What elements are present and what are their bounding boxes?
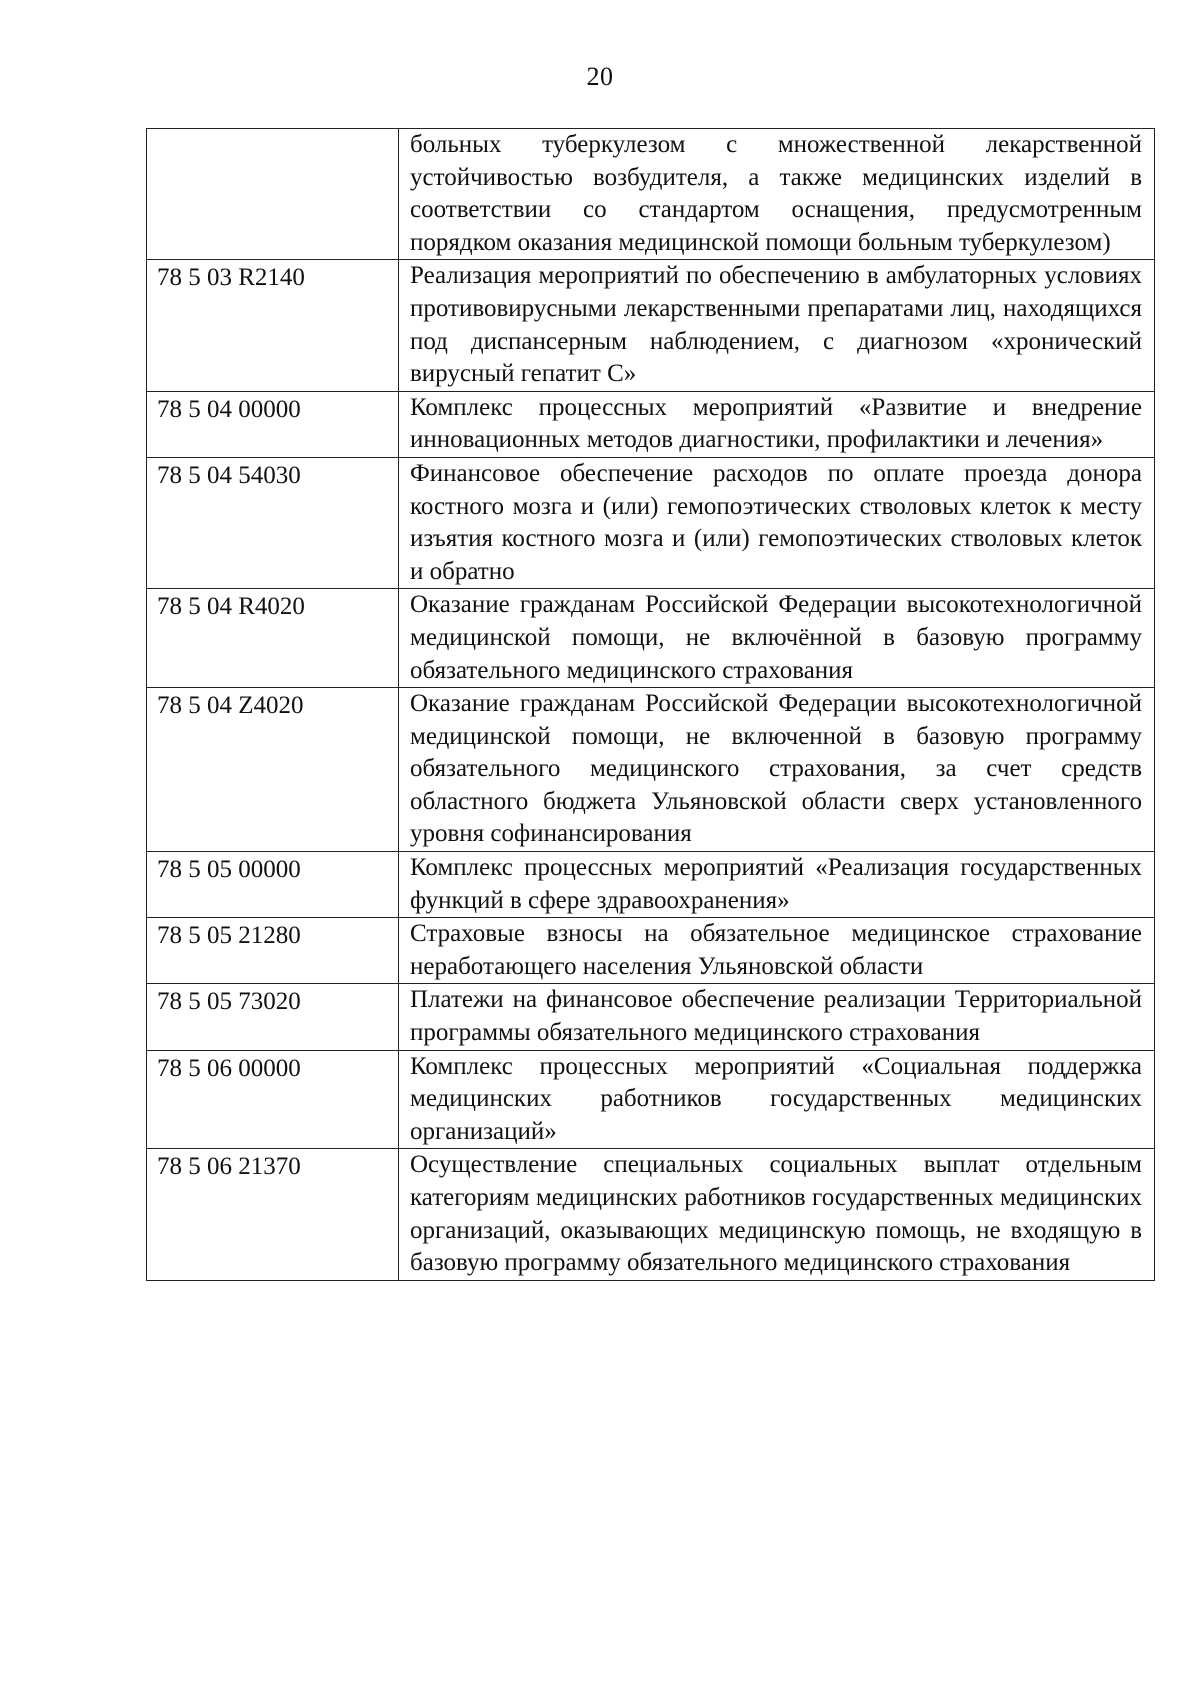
table-row [147,260,1155,391]
code-cell: 78 5 05 73020 [147,984,399,1050]
table-row [147,1149,1155,1280]
table-row [147,918,1155,984]
table-row [147,1050,1155,1149]
code-cell [147,129,399,260]
description-cell: Страховые взносы на обязательное медицинское страхование неработающего населения Ульяновской области [399,918,1155,984]
description-cell: Оказание гражданам Российской Федерации высокотехнологичной медицинской помощи, не включённой в базовую программу обязательного медицинского страхования [399,589,1155,688]
description-cell: больных туберкулезом с множественной лекарственной устойчивостью возбудителя, а также медицинских изделий в соответствии со стандартом оснащения, предусмотренным порядком оказания медицинской помощи больным туберкулезом) [399,129,1155,260]
page-number: 20 [586,62,614,91]
table-row [147,457,1155,588]
description-cell: Осуществление специальных социальных выплат отдельным категориям медицинских работников государственных медицинских организаций, оказывающих медицинскую помощь, не входящую в базовую программу обязательного медицинского страхования [399,1149,1155,1280]
description-cell: Платежи на финансовое обеспечение реализации Территориальной программы обязательного медицинского страхования [399,984,1155,1050]
budget-classification-table [146,128,1155,1281]
description-cell: Реализация мероприятий по обеспечению в амбулаторных условиях противовирусными лекарственными препаратами лиц, находящихся под диспансерным наблюдением, с диагнозом «хронический вирусный гепатит С» [399,260,1155,391]
description-cell: Комплекс процессных мероприятий «Социальная поддержка медицинских работников государственных медицинских организаций» [399,1050,1155,1149]
code-cell: 78 5 04 Z4020 [147,688,399,852]
table-row [147,688,1155,852]
table-row [147,984,1155,1050]
description-cell: Комплекс процессных мероприятий «Развитие и внедрение инновационных методов диагностики, профилактики и лечения» [399,391,1155,457]
code-cell: 78 5 04 54030 [147,457,399,588]
code-cell: 78 5 06 21370 [147,1149,399,1280]
table-body [147,129,1155,1281]
description-cell: Комплекс процессных мероприятий «Реализация государственных функций в сфере здравоохранения» [399,852,1155,918]
code-cell: 78 5 05 00000 [147,852,399,918]
description-cell: Оказание гражданам Российской Федерации высокотехнологичной медицинской помощи, не включенной в базовую программу обязательного медицинского страхования, за счет средств областного бюджета Ульяновской области сверх установленного уровня софинансирования [399,688,1155,852]
table-row [147,129,1155,260]
code-cell: 78 5 03 R2140 [147,260,399,391]
code-cell: 78 5 04 00000 [147,391,399,457]
code-cell: 78 5 06 00000 [147,1050,399,1149]
code-cell: 78 5 04 R4020 [147,589,399,688]
code-cell: 78 5 05 21280 [147,918,399,984]
table-row [147,391,1155,457]
table-row [147,589,1155,688]
description-cell: Финансовое обеспечение расходов по оплате проезда донора костного мозга и (или) гемопоэтических стволовых клеток к месту изъятия костного мозга и (или) гемопоэтических стволовых клеток и обратно [399,457,1155,588]
table-row [147,852,1155,918]
